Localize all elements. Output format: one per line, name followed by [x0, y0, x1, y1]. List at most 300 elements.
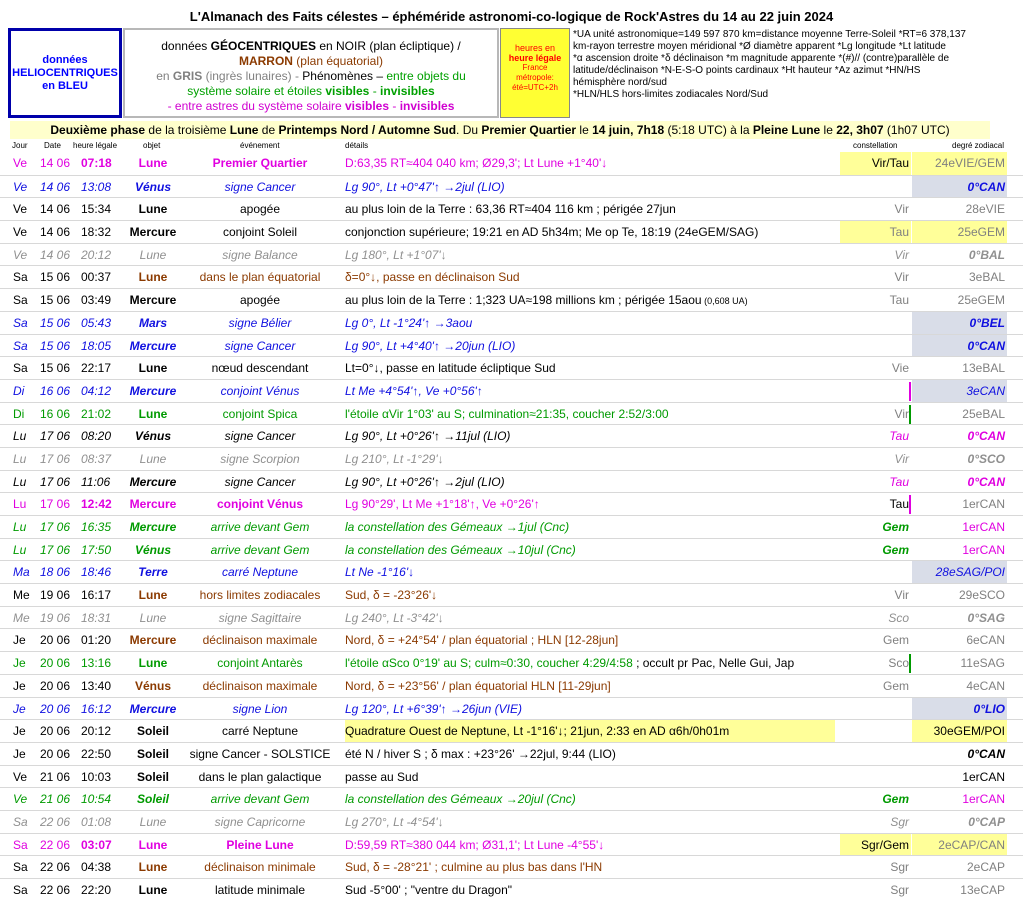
- cell-constellation: Tau: [840, 221, 911, 244]
- cell-time: 04:38: [81, 860, 112, 875]
- table-row: [0, 152, 1023, 175]
- cell-time: 18:46: [81, 565, 112, 580]
- cell-date: 16 06: [40, 383, 71, 398]
- cell-day: Lu: [13, 520, 27, 534]
- table-row: [0, 855, 1023, 878]
- cell-date: 20 06: [40, 701, 71, 716]
- cell-time: 03:49: [81, 293, 112, 308]
- cell-day: Sa: [13, 270, 28, 285]
- cell-date: 15 06: [40, 293, 71, 308]
- cell-time: 16:17: [81, 588, 112, 603]
- cell-event: signe Cancer: [224, 179, 296, 194]
- cell-details: Lt=0°↓, passe en latitude écliptique Sud: [345, 361, 556, 376]
- cell-degree: 2eCAP/CAN: [912, 834, 1007, 857]
- cell-time: 20:12: [81, 724, 112, 739]
- legend-abbreviations: [573, 29, 1013, 101]
- table-row: [0, 334, 1023, 357]
- cell-degree: 4eCAN: [966, 678, 1005, 693]
- cell-object: Lune: [138, 837, 168, 852]
- cell-day: Sa: [13, 338, 28, 353]
- cell-object: Mercure: [129, 633, 177, 648]
- cell-event: arrive devant Gem: [210, 520, 310, 534]
- cell-details: D:59,59 RT≈380 044 km; Ø31,1'; Lt Lune -4°55'↓: [345, 837, 605, 852]
- cell-time: 08:37: [81, 451, 112, 466]
- cell-details: Lt Ne -1°16'↓: [345, 565, 415, 580]
- cell-degree: 30eGEM/POI: [912, 720, 1007, 743]
- legend-helio-line: HELIOCENTRIQUES: [12, 66, 118, 79]
- cell-time: 22:50: [81, 746, 112, 761]
- cell-event: dans le plan équatorial: [199, 270, 321, 285]
- cell-date: 14 06: [40, 202, 71, 217]
- cell-day: Ve: [13, 769, 28, 784]
- header-constellation: constellation: [853, 141, 898, 150]
- cell-details: la constellation des Gémeaux →1jul (Cnc): [345, 520, 570, 534]
- legend-helio-line: en BLEU: [42, 79, 88, 92]
- cell-time: 04:12: [81, 383, 112, 398]
- cell-day: Ve: [13, 225, 28, 240]
- conjunction-marker: [909, 654, 911, 673]
- cell-date: 14 06: [40, 156, 71, 170]
- legend-hours-line: été=UTC+2h: [512, 83, 558, 92]
- table-row: [0, 447, 1023, 470]
- cell-time: 13:40: [81, 678, 112, 693]
- cell-day: Lu: [13, 474, 27, 489]
- cell-object: Soleil: [136, 724, 169, 739]
- abbrev-line: hémisphère nord/sud: [573, 77, 667, 88]
- cell-object: Mercure: [129, 293, 177, 308]
- cell-details: Lg 120°, Lt +6°39'↑ →26jun (VIE): [345, 701, 522, 716]
- cell-object: Mars: [138, 315, 167, 330]
- cell-object: Mercure: [129, 225, 177, 240]
- cell-date: 15 06: [40, 361, 71, 376]
- cell-object: Lune: [139, 814, 167, 829]
- cell-day: Ve: [13, 792, 28, 807]
- cell-details: Sud, δ = -28°21' ; culmine au plus bas dans l'HN: [345, 860, 603, 875]
- cell-date: 22 06: [40, 883, 71, 897]
- cell-degree: 0°CAN: [912, 335, 1007, 358]
- cell-time: 11:06: [81, 474, 111, 489]
- cell-day: Lu: [13, 451, 27, 466]
- cell-constellation: Vir: [894, 588, 909, 603]
- header-objet: objet: [143, 141, 161, 150]
- header-degre: degré zodiacal: [952, 141, 1005, 150]
- cell-details: la constellation des Gémeaux →20jul (Cnc): [345, 792, 576, 807]
- table-row: [0, 424, 1023, 447]
- cell-degree: 28eSAG/POI: [912, 561, 1007, 584]
- cell-details-extra: ; occult pr Pac, Nelle Gui, Jap: [632, 656, 795, 671]
- cell-date: 17 06: [40, 542, 71, 557]
- cell-event: signe Lion: [232, 701, 288, 716]
- cell-details: été N / hiver S ; δ max : +23°26' →22jul, 9:44 (LIO): [345, 746, 616, 761]
- cell-degree: 1erCAN: [962, 520, 1005, 534]
- cell-time: 15:34: [81, 202, 112, 217]
- cell-date: 19 06: [40, 588, 71, 603]
- cell-date: 17 06: [40, 429, 71, 444]
- cell-date: 15 06: [40, 315, 71, 330]
- cell-degree: 29eSCO: [958, 588, 1005, 603]
- cell-event: arrive devant Gem: [210, 792, 310, 807]
- legend-hours-line: heures en: [514, 43, 556, 53]
- cell-object: Vénus: [134, 678, 171, 693]
- table-row: [0, 379, 1023, 402]
- cell-event: conjoint Antarès: [217, 656, 303, 671]
- cell-time: 03:07: [81, 837, 112, 852]
- cell-object: Mercure: [129, 701, 177, 716]
- cell-event: conjoint Spica: [222, 406, 298, 421]
- cell-event: déclinaison maximale: [202, 678, 318, 693]
- cell-constellation: Sgr: [890, 883, 909, 897]
- cell-day: Sa: [13, 361, 28, 376]
- cell-degree: 11eSAG: [960, 656, 1005, 671]
- cell-details: au plus loin de la Terre : 63,36 RT≈404 116 km ; périgée 27jun: [345, 202, 676, 217]
- cell-degree: 1erCAN: [962, 769, 1005, 784]
- cell-degree: 13eBAL: [962, 361, 1005, 376]
- cell-details: Lg 180°, Lt +1°07'↓: [345, 247, 447, 262]
- cell-event: signe Cancer: [224, 474, 296, 489]
- cell-event: signe Cancer: [224, 338, 296, 353]
- cell-day: Je: [13, 656, 26, 671]
- cell-object: Lune: [139, 451, 167, 466]
- cell-details: Lg 90°, Lt +0°26'↑ →2jul (LIO): [345, 474, 505, 489]
- cell-constellation: Sgr: [890, 814, 909, 829]
- cell-date: 15 06: [40, 270, 71, 285]
- header-details: détails: [345, 141, 369, 150]
- phase-banner: Deuxième phase de la troisième Lune de Printemps Nord / Automne Sud. Du Premier Quartier le 14 juin, 7h18 (5:18 UTC) à la Pleine Lune le 22, 3h07 (1h07 UTC): [10, 121, 990, 139]
- cell-constellation: Sgr/Gem: [840, 834, 911, 857]
- table-row: [0, 674, 1023, 697]
- cell-constellation: Sgr: [890, 860, 909, 875]
- table-row: [0, 492, 1023, 515]
- table-row: [0, 628, 1023, 651]
- cell-time: 21:02: [81, 406, 112, 421]
- cell-day: Lu: [13, 429, 27, 444]
- cell-degree: 0°CAN: [967, 429, 1005, 444]
- table-row: [0, 220, 1023, 243]
- cell-degree: 0°BEL: [912, 312, 1007, 335]
- cell-event: latitude minimale: [214, 883, 306, 897]
- cell-day: Sa: [13, 883, 28, 897]
- cell-object: Soleil: [136, 746, 169, 761]
- cell-event: conjoint Soleil: [222, 225, 298, 240]
- cell-time: 20:12: [81, 247, 112, 262]
- table-row: [0, 583, 1023, 606]
- cell-date: 20 06: [40, 746, 71, 761]
- conjunction-marker: [909, 382, 911, 401]
- cell-time: 18:05: [81, 338, 112, 353]
- cell-day: Di: [13, 383, 25, 398]
- cell-details: Lg 240°, Lt -3°42'↓: [345, 610, 444, 625]
- cell-time: 00:37: [81, 270, 112, 285]
- cell-date: 21 06: [40, 769, 71, 784]
- cell-details: Lg 90°29', Lt Me +1°18'↑, Ve +0°26'↑: [345, 497, 540, 512]
- cell-degree: 0°SAG: [967, 610, 1005, 625]
- table-row: [0, 356, 1023, 379]
- cell-event: apogée: [239, 202, 281, 217]
- cell-degree: 1erCAN: [962, 497, 1005, 512]
- cell-time: 01:20: [81, 633, 112, 648]
- cell-object: Lune: [138, 588, 168, 603]
- legend-geo-line-3: en GRIS (ingrès lunaires) - Phénomènes – entre objets du: [156, 69, 466, 83]
- cell-object: Vénus: [134, 429, 171, 444]
- cell-details: Nord, δ = +23°56' / plan équatorial HLN [11-29jun]: [345, 678, 611, 693]
- table-row: [0, 288, 1023, 311]
- cell-object: Lune: [138, 860, 168, 875]
- cell-degree: 13eCAP: [960, 883, 1005, 897]
- cell-constellation: Vir: [894, 202, 909, 217]
- cell-object: Lune: [138, 656, 168, 671]
- cell-event: signe Scorpion: [220, 451, 300, 466]
- cell-details: δ=0°↓, passe en déclinaison Sud: [345, 270, 520, 285]
- table-row: [0, 311, 1023, 334]
- cell-day: Sa: [13, 814, 28, 829]
- cell-time: 01:08: [81, 814, 112, 829]
- cell-object: Vénus: [134, 542, 171, 557]
- header-jour: Jour: [12, 141, 28, 150]
- legend-helio-line: données: [42, 53, 88, 66]
- cell-date: 22 06: [40, 814, 71, 829]
- table-row: [0, 402, 1023, 425]
- cell-degree: 25eBAL: [962, 406, 1005, 421]
- table-row: [0, 515, 1023, 538]
- cell-details: Sud -5°00' ; "ventre du Dragon": [345, 883, 513, 897]
- cell-time: 07:18: [81, 156, 112, 170]
- cell-details-extra: (0,608 UA): [701, 296, 748, 307]
- cell-constellation: Gem: [882, 792, 909, 807]
- page-title: L'Almanach des Faits célestes – éphéméride astronomi-co-logique de Rock'Astres du 14 au 22 juin 2024: [189, 9, 834, 24]
- cell-time: 22:20: [81, 883, 112, 897]
- cell-time: 10:03: [81, 769, 112, 784]
- cell-object: Mercure: [129, 338, 177, 353]
- legend-hours: [500, 28, 570, 118]
- cell-event: carré Neptune: [221, 565, 299, 580]
- table-row: [0, 606, 1023, 629]
- table-row: [0, 742, 1023, 765]
- table-row: [0, 651, 1023, 674]
- cell-event: carré Neptune: [221, 724, 299, 739]
- cell-object: Mercure: [129, 474, 177, 489]
- cell-degree: 0°CAP: [968, 814, 1005, 829]
- cell-event: signe Bélier: [228, 315, 292, 330]
- cell-degree: 1erCAN: [962, 792, 1005, 807]
- table-row: [0, 810, 1023, 833]
- cell-day: Ma: [13, 565, 30, 580]
- cell-constellation: Vie: [891, 361, 909, 376]
- cell-constellation: Tau: [889, 497, 909, 512]
- cell-date: 15 06: [40, 338, 71, 353]
- cell-object: Lune: [138, 361, 168, 376]
- cell-event: Premier Quartier: [212, 156, 308, 170]
- cell-constellation: Gem: [882, 633, 909, 648]
- cell-constellation: Vir: [894, 247, 909, 262]
- cell-event: conjoint Vénus: [216, 497, 303, 512]
- abbrev-line: *UA unité astronomique=149 597 870 km=distance moyenne Terre-Soleil *RT=6 378,137: [573, 29, 966, 40]
- cell-time: 12:42: [81, 497, 112, 512]
- cell-object: Lune: [139, 247, 167, 262]
- table-row: [0, 265, 1023, 288]
- conjunction-marker: [909, 405, 911, 424]
- legend-geo-line-4: système solaire et étoiles visibles - invisibles: [187, 84, 435, 98]
- cell-day: Je: [13, 678, 26, 693]
- abbrev-line: *HLN/HLS hors-limites zodiacales Nord/Sud: [573, 89, 769, 100]
- cell-constellation: Sco: [888, 656, 909, 671]
- legend-geocentric: [123, 28, 499, 118]
- table-row: [0, 243, 1023, 266]
- table-row: [0, 175, 1023, 198]
- cell-degree: 0°SCO: [967, 451, 1005, 466]
- legend-heliocentric: [8, 28, 122, 118]
- cell-day: Ve: [13, 156, 28, 170]
- cell-event: signe Cancer: [224, 429, 296, 444]
- cell-date: 20 06: [40, 656, 71, 671]
- cell-object: Mercure: [129, 383, 177, 398]
- cell-constellation: Vir: [894, 270, 909, 285]
- cell-degree: 1erCAN: [962, 542, 1005, 557]
- header-heure: heure légale: [73, 141, 118, 150]
- cell-day: Je: [13, 633, 26, 648]
- cell-degree: 0°LIO: [912, 698, 1007, 721]
- cell-details: Lg 210°, Lt -1°29'↓: [345, 451, 444, 466]
- table-row: [0, 833, 1023, 856]
- abbrev-line: km-rayon terrestre moyen méridional *Ø diamètre apparent *Lg longitude *Lt latitude: [573, 41, 946, 52]
- cell-date: 17 06: [40, 520, 71, 534]
- table-row: [0, 470, 1023, 493]
- cell-details: la constellation des Gémeaux →10jul (Cnc): [345, 542, 576, 557]
- cell-date: 22 06: [40, 860, 71, 875]
- cell-details: au plus loin de la Terre : 1;323 UA≈198 millions km ; périgée 15aou (0,608 UA): [345, 293, 748, 308]
- table-row: [0, 560, 1023, 583]
- cell-time: 13:08: [81, 179, 112, 194]
- cell-time: 16:35: [81, 520, 112, 534]
- events-table: [0, 152, 1023, 901]
- cell-details: Nord, δ = +24°54' / plan équatorial ; HLN [12-28jun]: [345, 633, 619, 648]
- cell-day: Sa: [13, 837, 28, 852]
- cell-details: Lg 0°, Lt -1°24'↑ →3aou: [345, 315, 473, 330]
- cell-day: Sa: [13, 293, 28, 308]
- legend-hours-line: heure légale: [508, 53, 562, 63]
- cell-details: Quadrature Ouest de Neptune, Lt -1°16'↓; 21jun, 2:33 en AD α6h/0h01m: [345, 720, 835, 743]
- cell-day: Ve: [13, 202, 28, 217]
- table-row: [0, 697, 1023, 720]
- cell-constellation: Vir: [894, 406, 909, 421]
- cell-object: Lune: [138, 156, 168, 170]
- cell-event: signe Capricorne: [214, 814, 306, 829]
- cell-day: Je: [13, 724, 26, 739]
- cell-day: Me: [13, 588, 30, 603]
- legend-geo-line-5: - entre astres du système solaire visibles - invisibles: [167, 99, 455, 113]
- cell-details: conjonction supérieure; 19:21 en AD 5h34m; Me op Te, 18:19 (24eGEM/SAG): [345, 225, 759, 240]
- cell-object: Soleil: [136, 792, 169, 807]
- cell-constellation: Sco: [888, 610, 909, 625]
- cell-degree: 6eCAN: [966, 633, 1005, 648]
- cell-date: 20 06: [40, 724, 71, 739]
- cell-event: signe Cancer - SOLSTICE: [189, 746, 331, 761]
- cell-details: Lg 90°, Lt +4°40'↑ →20jun (LIO): [345, 338, 516, 353]
- cell-object: Soleil: [136, 769, 169, 784]
- cell-object: Vénus: [134, 179, 171, 194]
- abbrev-line: *α ascension droite *δ déclinaison *m magnitude apparente *(#)// (contre)parallèle de: [573, 53, 950, 64]
- cell-object: Lune: [138, 202, 168, 217]
- cell-time: 08:20: [81, 429, 112, 444]
- cell-details: passe au Sud: [345, 769, 419, 784]
- cell-degree: 2eCAP: [966, 860, 1005, 875]
- cell-degree: 3eCAN: [912, 380, 1007, 403]
- cell-time: 17:50: [81, 542, 112, 557]
- cell-object: Mercure: [129, 497, 177, 512]
- cell-event: dans le plan galactique: [198, 769, 322, 784]
- cell-time: 22:17: [81, 361, 112, 376]
- cell-day: Ve: [13, 179, 28, 194]
- legend-geo-line-2: MARRON (plan équatorial): [238, 54, 384, 68]
- cell-date: 22 06: [40, 837, 71, 852]
- cell-event: conjoint Vénus: [220, 383, 300, 398]
- cell-date: 14 06: [40, 225, 71, 240]
- cell-degree: 0°CAN: [912, 176, 1007, 199]
- cell-details: l'étoile αSco 0°19' au S; culm≈0:30, coucher 4:29/4:58 ; occult pr Pac, Nelle Gui, Jap: [345, 656, 795, 671]
- cell-date: 17 06: [40, 474, 71, 489]
- cell-constellation: Vir: [894, 451, 909, 466]
- cell-day: Je: [13, 746, 26, 761]
- cell-date: 16 06: [40, 406, 71, 421]
- cell-day: Lu: [13, 497, 27, 512]
- cell-date: 17 06: [40, 451, 71, 466]
- cell-event: Pleine Lune: [226, 837, 294, 852]
- cell-constellation: Tau: [889, 474, 909, 489]
- cell-degree: 24eVIE/GEM: [912, 152, 1007, 175]
- cell-object: Lune: [138, 270, 168, 285]
- cell-event: hors limites zodiacales: [199, 588, 321, 603]
- cell-day: Je: [13, 701, 26, 716]
- cell-degree: 28eVIE: [965, 202, 1005, 217]
- cell-constellation: Vir/Tau: [840, 152, 911, 175]
- table-row: [0, 787, 1023, 810]
- cell-event: nœud descendant: [211, 361, 309, 376]
- cell-day: Me: [13, 610, 30, 625]
- cell-time: 10:54: [81, 792, 112, 807]
- table-row: [0, 197, 1023, 220]
- cell-day: Di: [13, 406, 25, 421]
- cell-degree: 0°CAN: [967, 474, 1005, 489]
- cell-event: apogée: [239, 293, 281, 308]
- cell-time: 18:32: [81, 225, 112, 240]
- cell-event: arrive devant Gem: [210, 542, 310, 557]
- legend-hours-line: métropole:: [516, 73, 554, 82]
- cell-day: Lu: [13, 542, 27, 557]
- cell-date: 20 06: [40, 633, 71, 648]
- table-row: [0, 878, 1023, 901]
- cell-constellation: Gem: [882, 678, 909, 693]
- cell-time: 16:12: [81, 701, 112, 716]
- header-date: Date: [44, 141, 61, 150]
- cell-day: Sa: [13, 860, 28, 875]
- cell-constellation: Gem: [882, 542, 909, 557]
- cell-time: 13:16: [81, 656, 112, 671]
- cell-constellation: Gem: [882, 520, 909, 534]
- cell-details: D:63,35 RT≈404 040 km; Ø29,3'; Lt Lune +1°40'↓: [345, 156, 608, 170]
- abbrev-line: latitude/déclinaison *N-E-S-O points cardinaux *Ht hauteur *Az azimut *HN/HS: [573, 65, 921, 76]
- cell-details: Lg 90°, Lt +0°47'↑ →2jul (LIO): [345, 179, 505, 194]
- cell-date: 14 06: [40, 179, 71, 194]
- conjunction-marker: [909, 495, 911, 514]
- cell-constellation: Tau: [889, 293, 909, 308]
- table-row: [0, 719, 1023, 742]
- table-row: [0, 538, 1023, 561]
- cell-time: 05:43: [81, 315, 112, 330]
- cell-date: 19 06: [40, 610, 71, 625]
- cell-object: Terre: [138, 565, 168, 580]
- cell-date: 14 06: [40, 247, 71, 262]
- cell-object: Lune: [138, 406, 168, 421]
- cell-degree: 0°CAN: [967, 746, 1005, 761]
